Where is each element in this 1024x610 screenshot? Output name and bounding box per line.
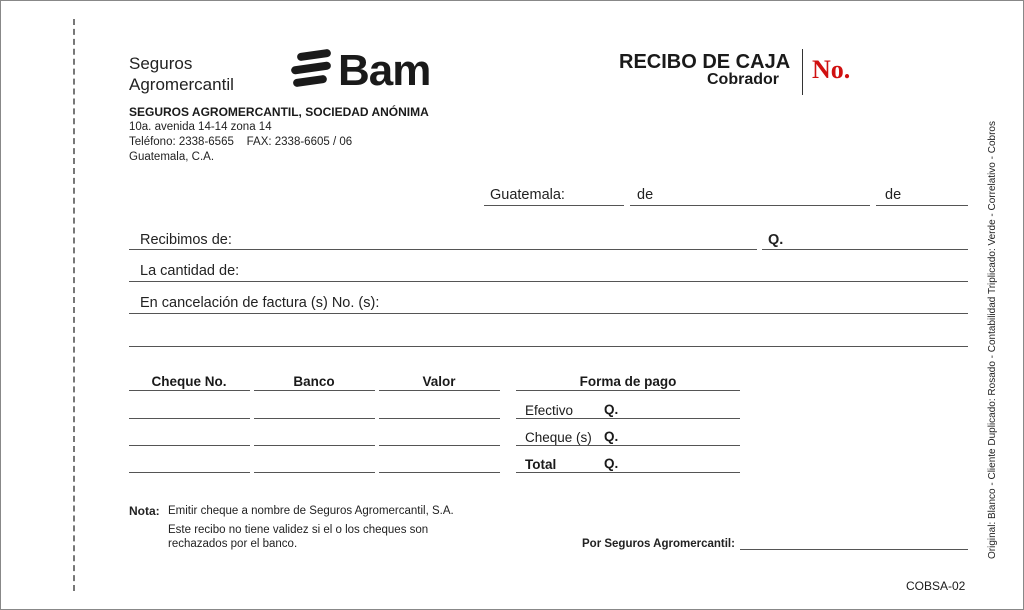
cheque-row-2-value[interactable]	[379, 445, 500, 446]
receipt-subtitle: Cobrador	[707, 71, 779, 88]
date-city-line[interactable]	[484, 205, 624, 206]
brand-name	[129, 53, 234, 95]
cheque-no-header: Cheque No.	[151, 374, 227, 389]
date-de-label-2: de	[885, 187, 902, 203]
note-text-2: Este recibo no tiene validez si el o los cheques son	[168, 524, 429, 536]
note-text-1: Emitir cheque a nombre de Seguros Agromercantil, S.A.	[168, 505, 454, 517]
cheque-row-3-cheque[interactable]	[129, 472, 250, 473]
cheque-row-1-bank[interactable]	[254, 418, 375, 419]
brand-line1: Seguros	[129, 54, 193, 73]
invoice-line[interactable]	[129, 313, 968, 314]
cheque-header-line	[129, 390, 250, 391]
invoice-line-2[interactable]	[129, 346, 968, 347]
logo-text: Bam	[338, 46, 431, 95]
signature-line[interactable]	[740, 549, 968, 550]
signature-label: Por Seguros Agromercantil:	[582, 538, 735, 550]
payment-cheque-currency: Q.	[604, 429, 619, 444]
payment-cheque-label: Cheque (s)	[525, 430, 592, 445]
bam-logo-icon	[289, 49, 335, 89]
amount-text-line[interactable]	[129, 281, 968, 282]
cheque-row-2-cheque[interactable]	[129, 445, 250, 446]
cheque-row-1-cheque[interactable]	[129, 418, 250, 419]
payment-total-line[interactable]	[516, 472, 740, 473]
company-name: SEGUROS AGROMERCANTIL, SOCIEDAD ANÓNIMA	[129, 105, 429, 119]
receipt-title: RECIBO DE CAJA	[619, 51, 791, 73]
invoice-label: En cancelación de factura (s) No. (s):	[140, 295, 380, 311]
bank-header-line	[254, 390, 375, 391]
date-city-label: Guatemala:	[490, 187, 565, 203]
receipt-number-label: No.	[812, 55, 851, 84]
amount-line[interactable]	[762, 249, 968, 250]
cheque-row-3-bank[interactable]	[254, 472, 375, 473]
date-year-line[interactable]	[876, 205, 968, 206]
company-city: Guatemala, C.A.	[129, 151, 215, 163]
form-code: COBSA-02	[906, 579, 966, 593]
cheque-row-3-value[interactable]	[379, 472, 500, 473]
copy-distribution-note: Original: Blanco - Cliente Duplicado: Rosado - Contabilidad Triplicado: Verde - Correlativo - Cobros	[987, 121, 998, 559]
perforation-line	[73, 19, 75, 591]
value-header: Valor	[422, 374, 456, 389]
payment-cheque-line[interactable]	[516, 445, 740, 446]
bank-header: Banco	[293, 374, 335, 389]
payment-total-currency: Q.	[604, 456, 619, 471]
note-label: Nota:	[129, 504, 160, 518]
brand-line2: Agromercantil	[129, 75, 234, 94]
value-header-line	[379, 390, 500, 391]
cheque-row-2-bank[interactable]	[254, 445, 375, 446]
company-phone: Teléfono: 2338-6565 FAX: 2338-6605 / 06	[129, 136, 353, 148]
amount-currency-label: Q.	[768, 232, 784, 248]
date-month-line[interactable]	[630, 205, 870, 206]
payment-cash-label: Efectivo	[525, 403, 574, 418]
cheque-row-1-value[interactable]	[379, 418, 500, 419]
amount-text-label: La cantidad de:	[140, 263, 240, 279]
date-de-label-1: de	[637, 187, 654, 203]
payment-cash-currency: Q.	[604, 402, 619, 417]
payment-total-label: Total	[525, 457, 557, 472]
company-address: 10a. avenida 14-14 zona 14	[129, 121, 272, 133]
payment-method-header: Forma de pago	[579, 374, 677, 389]
received-from-label: Recibimos de:	[140, 232, 232, 248]
payment-header-line	[516, 390, 740, 391]
received-from-line[interactable]	[129, 249, 757, 250]
note-text-3: rechazados por el banco.	[168, 538, 298, 550]
payment-cash-line[interactable]	[516, 418, 740, 419]
title-divider	[802, 49, 803, 95]
